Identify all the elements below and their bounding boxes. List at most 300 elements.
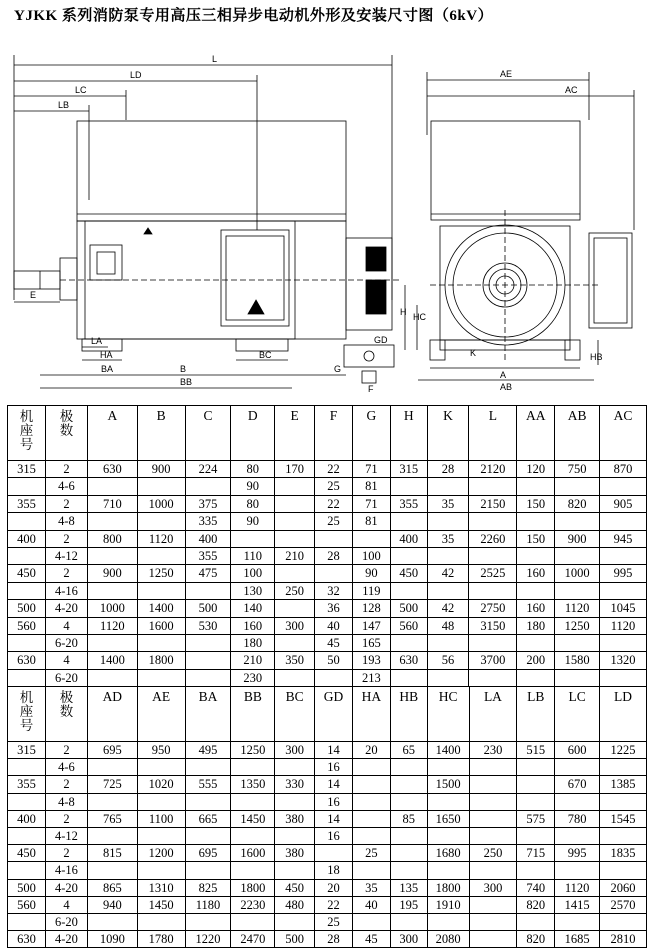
table-cell: 2	[45, 845, 87, 862]
table-cell: 2230	[231, 896, 275, 913]
svg-text:LC: LC	[75, 85, 87, 95]
table-cell	[8, 634, 46, 651]
table-row	[8, 634, 647, 651]
table-cell: 90	[231, 513, 275, 530]
table-cell: 300	[275, 742, 315, 759]
table-cell	[137, 827, 185, 844]
table-cell: 128	[352, 600, 390, 617]
table-cell	[137, 582, 185, 599]
table-cell: 670	[555, 776, 600, 793]
table-cell: 560	[390, 617, 427, 634]
table-cell	[8, 913, 46, 930]
table-cell: 20	[352, 742, 390, 759]
table-cell	[231, 530, 275, 547]
table-cell	[137, 547, 185, 564]
table-cell: 500	[185, 600, 231, 617]
table-cell: 80	[231, 495, 275, 512]
table-cell	[87, 547, 137, 564]
table-row	[8, 845, 647, 862]
table-cell	[275, 530, 315, 547]
table-cell: 1600	[231, 845, 275, 862]
table-cell: 81	[352, 513, 390, 530]
table-cell	[390, 547, 427, 564]
table-cell: 135	[390, 879, 427, 896]
table-cell: 710	[87, 495, 137, 512]
table-cell: 71	[352, 461, 390, 478]
table-cell	[555, 669, 600, 686]
table-cell	[390, 793, 427, 810]
table-cell: 35	[427, 530, 469, 547]
table-cell: 4-8	[45, 513, 87, 530]
table-row	[8, 793, 647, 810]
table-cell: 450	[390, 565, 427, 582]
table-header-cell: HB	[390, 687, 427, 742]
table-header-cell: C	[185, 406, 231, 461]
svg-text:E: E	[30, 290, 37, 300]
table-cell: 380	[275, 845, 315, 862]
table-cell	[352, 862, 390, 879]
svg-text:G: G	[334, 364, 342, 374]
table-cell	[87, 793, 137, 810]
table-cell	[137, 793, 185, 810]
table-cell	[469, 810, 517, 827]
table-cell: 35	[427, 495, 469, 512]
table-cell	[352, 530, 390, 547]
table-header-cell: BA	[185, 687, 231, 742]
table-cell	[8, 793, 46, 810]
table-cell: 1090	[87, 931, 137, 948]
table-cell	[185, 582, 231, 599]
svg-text:A: A	[500, 370, 507, 380]
table-cell: 4-12	[45, 547, 87, 564]
table-cell: 4	[45, 617, 87, 634]
table-cell: 28	[315, 547, 353, 564]
table-cell: 4-6	[45, 759, 87, 776]
table-cell: 4	[45, 896, 87, 913]
table-cell: 32	[315, 582, 353, 599]
table-cell	[275, 634, 315, 651]
table-cell: 2260	[469, 530, 517, 547]
table-row	[8, 827, 647, 844]
table-cell: 3700	[469, 652, 517, 669]
table-cell	[87, 862, 137, 879]
table-cell: 315	[8, 461, 46, 478]
table-row	[8, 513, 647, 530]
table-cell: 450	[8, 845, 46, 862]
table-cell: 630	[87, 461, 137, 478]
table-cell	[427, 513, 469, 530]
table-cell	[315, 845, 353, 862]
table-row	[8, 669, 647, 686]
table-cell: 475	[185, 565, 231, 582]
table-cell	[469, 931, 517, 948]
table-cell: 40	[352, 896, 390, 913]
table-cell	[390, 862, 427, 879]
table-cell: 140	[231, 600, 275, 617]
table-cell: 16	[315, 827, 353, 844]
table-cell	[87, 513, 137, 530]
table-cell: 1220	[185, 931, 231, 948]
table-cell: 450	[8, 565, 46, 582]
table-header-cell: LC	[555, 687, 600, 742]
table-cell	[87, 634, 137, 651]
table-cell	[231, 862, 275, 879]
table-header-cell: HC	[427, 687, 469, 742]
table-cell: 1100	[137, 810, 185, 827]
table-cell	[390, 845, 427, 862]
table-cell: 213	[352, 669, 390, 686]
table-cell: 375	[185, 495, 231, 512]
table-cell	[555, 547, 600, 564]
table-cell: 1250	[137, 565, 185, 582]
table-row	[8, 600, 647, 617]
table-cell: 2570	[600, 896, 647, 913]
table-header-cell: 极数	[45, 687, 87, 742]
table-cell: 400	[185, 530, 231, 547]
table-cell: 4-6	[45, 478, 87, 495]
table-cell: 36	[315, 600, 353, 617]
table-cell	[517, 582, 555, 599]
table-cell: 130	[231, 582, 275, 599]
svg-text:HB: HB	[590, 352, 603, 362]
table-cell	[469, 513, 517, 530]
svg-text:K: K	[470, 348, 477, 358]
table-cell: 820	[517, 931, 555, 948]
table-cell: 25	[315, 913, 353, 930]
table-cell: 630	[8, 931, 46, 948]
table-cell: 2470	[231, 931, 275, 948]
table-cell: 1120	[137, 530, 185, 547]
svg-text:GD: GD	[374, 335, 388, 345]
table-cell: 355	[8, 495, 46, 512]
table-cell	[427, 582, 469, 599]
table-cell: 150	[517, 495, 555, 512]
table-cell: 1225	[600, 742, 647, 759]
table-header-cell: GD	[315, 687, 353, 742]
table-cell: 1500	[427, 776, 469, 793]
table-cell	[185, 827, 231, 844]
table-header-cell: A	[87, 406, 137, 461]
table-cell	[427, 862, 469, 879]
table-cell: 1385	[600, 776, 647, 793]
table-cell: 2	[45, 810, 87, 827]
table-cell	[517, 547, 555, 564]
table-cell: 25	[315, 478, 353, 495]
table-cell: 1000	[87, 600, 137, 617]
table-row	[8, 495, 647, 512]
table-cell: 900	[87, 565, 137, 582]
table-cell: 2	[45, 776, 87, 793]
table-row	[8, 810, 647, 827]
table-cell: 14	[315, 742, 353, 759]
table-cell	[390, 582, 427, 599]
table-row	[8, 547, 647, 564]
table-cell	[231, 913, 275, 930]
table-cell: 495	[185, 742, 231, 759]
table-cell: 780	[555, 810, 600, 827]
table-cell: 4	[45, 652, 87, 669]
table-cell: 42	[427, 600, 469, 617]
table-cell	[275, 565, 315, 582]
svg-text:H: H	[400, 307, 407, 317]
table-cell: 22	[315, 896, 353, 913]
table-header-cell: LA	[469, 687, 517, 742]
table-cell	[427, 759, 469, 776]
table-cell: 1120	[600, 617, 647, 634]
table-cell: 230	[469, 742, 517, 759]
table-cell: 50	[315, 652, 353, 669]
table-cell: 695	[185, 845, 231, 862]
table-cell: 1800	[231, 879, 275, 896]
side-view	[400, 69, 634, 392]
table-cell: 765	[87, 810, 137, 827]
table-cell: 40	[315, 617, 353, 634]
table-cell	[231, 759, 275, 776]
table-cell	[555, 862, 600, 879]
table-header-cell: D	[231, 406, 275, 461]
table-cell	[275, 862, 315, 879]
table-cell	[87, 913, 137, 930]
table-cell: 380	[275, 810, 315, 827]
table-cell	[87, 669, 137, 686]
table-cell	[185, 793, 231, 810]
table-cell: 945	[600, 530, 647, 547]
table-cell: 600	[555, 742, 600, 759]
table-cell: 300	[469, 879, 517, 896]
table-cell: 14	[315, 776, 353, 793]
table-cell: 25	[352, 845, 390, 862]
table-cell	[8, 478, 46, 495]
table-cell: 400	[8, 810, 46, 827]
table-cell	[275, 478, 315, 495]
table-cell	[427, 669, 469, 686]
table-row	[8, 931, 647, 948]
table-cell: 2080	[427, 931, 469, 948]
table-cell	[427, 478, 469, 495]
table-cell	[469, 793, 517, 810]
table-cell: 725	[87, 776, 137, 793]
table-cell	[469, 896, 517, 913]
svg-text:BB: BB	[180, 377, 193, 387]
table-cell	[231, 793, 275, 810]
table-cell: 1120	[555, 879, 600, 896]
table-cell: 3150	[469, 617, 517, 634]
table-cell	[275, 669, 315, 686]
table-cell: 865	[87, 879, 137, 896]
table-cell: 250	[275, 582, 315, 599]
table-cell: 160	[517, 600, 555, 617]
table-cell: 42	[427, 565, 469, 582]
table-cell	[8, 669, 46, 686]
table-cell: 665	[185, 810, 231, 827]
page-title: YJKK 系列消防泵专用高压三相异步电动机外形及安装尺寸图（6kV）	[14, 8, 494, 24]
table-cell: 750	[555, 461, 600, 478]
svg-text:B: B	[180, 364, 187, 374]
table-cell	[275, 827, 315, 844]
table-cell: 450	[275, 879, 315, 896]
table-cell	[390, 913, 427, 930]
table-cell	[137, 634, 185, 651]
table-header-cell: B	[137, 406, 185, 461]
table-cell	[8, 513, 46, 530]
svg-text:HC: HC	[413, 312, 426, 322]
table-cell	[517, 862, 555, 879]
table-cell	[517, 634, 555, 651]
table-cell	[352, 827, 390, 844]
table-row	[8, 530, 647, 547]
table-cell: 900	[555, 530, 600, 547]
table-cell: 1250	[231, 742, 275, 759]
table-cell: 6-20	[45, 634, 87, 651]
table-cell	[469, 827, 517, 844]
table-cell	[8, 862, 46, 879]
table-cell	[555, 759, 600, 776]
table-cell: 1045	[600, 600, 647, 617]
table-cell	[469, 634, 517, 651]
table-cell: 2	[45, 461, 87, 478]
table-header-cell: BB	[231, 687, 275, 742]
svg-text:BC: BC	[259, 350, 272, 360]
table-cell	[555, 478, 600, 495]
table-cell: 355	[185, 547, 231, 564]
table-cell	[137, 513, 185, 530]
table-header-cell: 极数	[45, 406, 87, 461]
table-cell	[352, 793, 390, 810]
table-cell	[600, 478, 647, 495]
table-cell: 555	[185, 776, 231, 793]
table-row	[8, 582, 647, 599]
front-view	[14, 54, 400, 394]
table-cell	[469, 582, 517, 599]
table-cell	[185, 669, 231, 686]
table-header-cell: L	[469, 406, 517, 461]
table-cell: 1780	[137, 931, 185, 948]
table-header-cell: LD	[600, 687, 647, 742]
table-header-cell: E	[275, 406, 315, 461]
table-cell	[275, 759, 315, 776]
table-cell	[352, 759, 390, 776]
table-cell: 560	[8, 617, 46, 634]
table-cell	[185, 862, 231, 879]
table-cell: 4-16	[45, 582, 87, 599]
table-row	[8, 879, 647, 896]
table-cell: 80	[231, 461, 275, 478]
table-cell	[555, 793, 600, 810]
table-row	[8, 478, 647, 495]
table-cell: 1450	[231, 810, 275, 827]
table-cell: 20	[315, 879, 353, 896]
table-cell	[185, 652, 231, 669]
table-cell	[600, 759, 647, 776]
dimension-table-2	[7, 686, 647, 948]
table-cell	[427, 634, 469, 651]
table-cell	[390, 669, 427, 686]
table-cell: 820	[555, 495, 600, 512]
table-cell: 330	[275, 776, 315, 793]
table-cell	[352, 913, 390, 930]
table-cell: 1685	[555, 931, 600, 948]
table-cell: 740	[517, 879, 555, 896]
table-cell: 56	[427, 652, 469, 669]
table-cell	[600, 582, 647, 599]
table-cell	[517, 827, 555, 844]
table-cell	[517, 513, 555, 530]
table-cell: 180	[231, 634, 275, 651]
motor-outline-drawing	[0, 40, 647, 400]
table-header-row	[8, 406, 647, 461]
table-row	[8, 652, 647, 669]
table-cell	[275, 793, 315, 810]
table-cell: 1120	[87, 617, 137, 634]
table-row	[8, 461, 647, 478]
table-cell: 150	[517, 530, 555, 547]
table-row	[8, 776, 647, 793]
table-header-cell: G	[352, 406, 390, 461]
table-cell: 4-20	[45, 600, 87, 617]
table-cell: 2	[45, 565, 87, 582]
table-cell: 1545	[600, 810, 647, 827]
table-cell: 1180	[185, 896, 231, 913]
table-cell: 100	[231, 565, 275, 582]
table-cell	[87, 582, 137, 599]
table-cell	[390, 759, 427, 776]
table-cell	[427, 547, 469, 564]
table-cell: 4-16	[45, 862, 87, 879]
table-cell: 2150	[469, 495, 517, 512]
table-row	[8, 759, 647, 776]
table-cell: 1320	[600, 652, 647, 669]
table-cell: 16	[315, 759, 353, 776]
svg-text:LB: LB	[58, 100, 70, 110]
table-cell: 1450	[137, 896, 185, 913]
table-cell: 14	[315, 810, 353, 827]
table-cell	[185, 759, 231, 776]
table-cell: 180	[517, 617, 555, 634]
table-cell: 1580	[555, 652, 600, 669]
table-cell	[231, 827, 275, 844]
table-cell	[275, 600, 315, 617]
table-cell	[469, 547, 517, 564]
table-cell: 1350	[231, 776, 275, 793]
table-cell	[275, 513, 315, 530]
table-cell: 120	[517, 461, 555, 478]
table-header-cell: AA	[517, 406, 555, 461]
table-cell: 335	[185, 513, 231, 530]
table-cell	[390, 634, 427, 651]
table-cell: 560	[8, 896, 46, 913]
table-cell: 1415	[555, 896, 600, 913]
table-cell	[469, 913, 517, 930]
table-cell: 100	[352, 547, 390, 564]
table-cell	[427, 827, 469, 844]
table-cell	[8, 547, 46, 564]
table-cell	[137, 913, 185, 930]
table-cell: 230	[231, 669, 275, 686]
table-cell: 800	[87, 530, 137, 547]
table-cell: 940	[87, 896, 137, 913]
table-cell: 825	[185, 879, 231, 896]
table-cell: 905	[600, 495, 647, 512]
table-cell	[315, 530, 353, 547]
table-cell	[275, 913, 315, 930]
table-cell: 350	[275, 652, 315, 669]
table-header-cell: 机座号	[8, 406, 46, 461]
table-cell: 1000	[137, 495, 185, 512]
table-cell: 2810	[600, 931, 647, 948]
table-cell	[555, 513, 600, 530]
table-cell: 1400	[427, 742, 469, 759]
table-cell	[469, 759, 517, 776]
